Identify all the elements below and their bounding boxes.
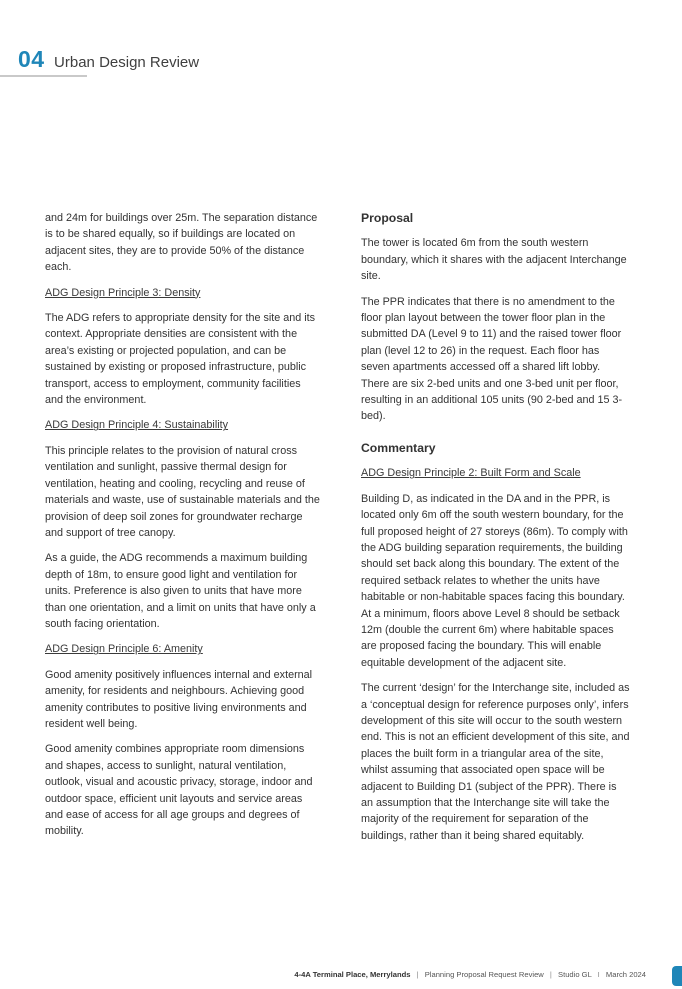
footer-separator: |	[416, 970, 419, 979]
paragraph-proposal-1: The tower is located 6m from the south western boundary, which it shares with the adjacent Interchange site.	[361, 237, 627, 283]
paragraph-proposal-2: The PPR indicates that there is no amendment to the floor plan layout between the tower floor plan in the submitted DA (Level 9 to 11) and the raised tower floor plan (level 12 to 26) in the request. Each floor has seven apartments accessed off a shared lift lobby. There are six 2-bed units and one 3-bed unit per floor, resulting in an additional 105 units (90 2-bed and 15 3-bed).	[361, 295, 623, 423]
footer-address: 4-4A Terminal Place, Merrylands	[294, 970, 411, 979]
section-title: Urban Design Review	[54, 54, 200, 71]
paragraph-separation: and 24m for buildings over 25m. The separation distance is to be shared equally, so if buildings are located on adjacent sites, they are to provide 50% of the distance each.	[45, 212, 318, 274]
footer-document: Planning Proposal Request Review	[424, 970, 544, 979]
paragraph-amenity-1: Good amenity positively influences internal and external amenity, for residents and neighbours. Achieving good amenity contributes to positive living environments and resident well being.	[45, 668, 313, 730]
paragraph-sustainability-1: This principle relates to the provision of natural cross ventilation and sunlight, passive thermal design for ventilation, heating and cooling, recycling and reuse of materials and waste, use of sustainable materials and the provision of deep soil zones for groundwater recharge and support of tree canopy.	[45, 444, 320, 539]
heading-built-form: ADG Design Principle 2: Built Form and Scale	[361, 467, 581, 480]
footer-separator: I	[597, 970, 600, 979]
right-column	[361, 210, 631, 853]
page-footer	[294, 970, 646, 979]
paragraph-density: The ADG refers to appropriate density for the site and its context. Appropriate densities are consistent with the area’s existing or projected population, and can be sustained by existing or proposed infrastructure, public transport, access to employment, community facilities and the environment.	[45, 312, 316, 407]
paragraph-sustainability-2: As a guide, the ADG recommends a maximum building depth of 18m, to ensure good light and ventilation for units. Preference is also given to units that have more than one orientation, and a limit on units that have only a south facing orientation.	[45, 552, 316, 630]
heading-density: ADG Design Principle 3: Density	[45, 286, 201, 299]
heading-commentary: Commentary	[361, 440, 436, 455]
paragraph-commentary-2: The current ‘design’ for the Interchange site, included as a ‘conceptual design for reference purposes only’, infers development of this site will occur to the south western end. This is not an efficient development of this site, and places the built form in a triangular area of the site, whilst assuming that associated open space will be adjacent to Building D1 (subject of the PPR). There is an assumption that the Interchange site will take the majority of the requirement for separation of the buildings, rather than it being shared equitably.	[361, 682, 630, 842]
left-column	[45, 210, 320, 849]
page-tab-marker	[672, 966, 682, 986]
paragraph-commentary-1: Building D, as indicated in the DA and in the PPR, is located only 6m off the south western boundary, for the full proposed height of 27 storeys (86m). To comply with the ADG building separation requirements, the building should set back along this boundary. The extent of the required setback relates to whether the units have habitable or non-habitable spaces facing this boundary. At a minimum, floors above Level 8 should be setback 12m (double the current 6m) where habitable spaces are proposed facing the boundary. This will enable equitable development of the adjacent site.	[361, 492, 628, 669]
heading-sustainability: ADG Design Principle 4: Sustainability	[45, 419, 229, 432]
header-rule	[0, 75, 87, 77]
heading-amenity: ADG Design Principle 6: Amenity	[45, 643, 203, 656]
heading-proposal: Proposal	[361, 211, 414, 225]
footer-author: Studio GL	[558, 970, 592, 979]
page-header	[18, 46, 199, 73]
section-number: 04	[18, 46, 45, 72]
footer-date: March 2024	[605, 970, 646, 979]
footer-separator: |	[549, 970, 552, 979]
paragraph-amenity-2: Good amenity combines appropriate room dimensions and shapes, access to sunlight, natural ventilation, outlook, visual and acoustic privacy, storage, indoor and outdoor space, efficient unit layouts and service areas and ease of access for all age groups and degrees of mobility.	[45, 743, 313, 838]
